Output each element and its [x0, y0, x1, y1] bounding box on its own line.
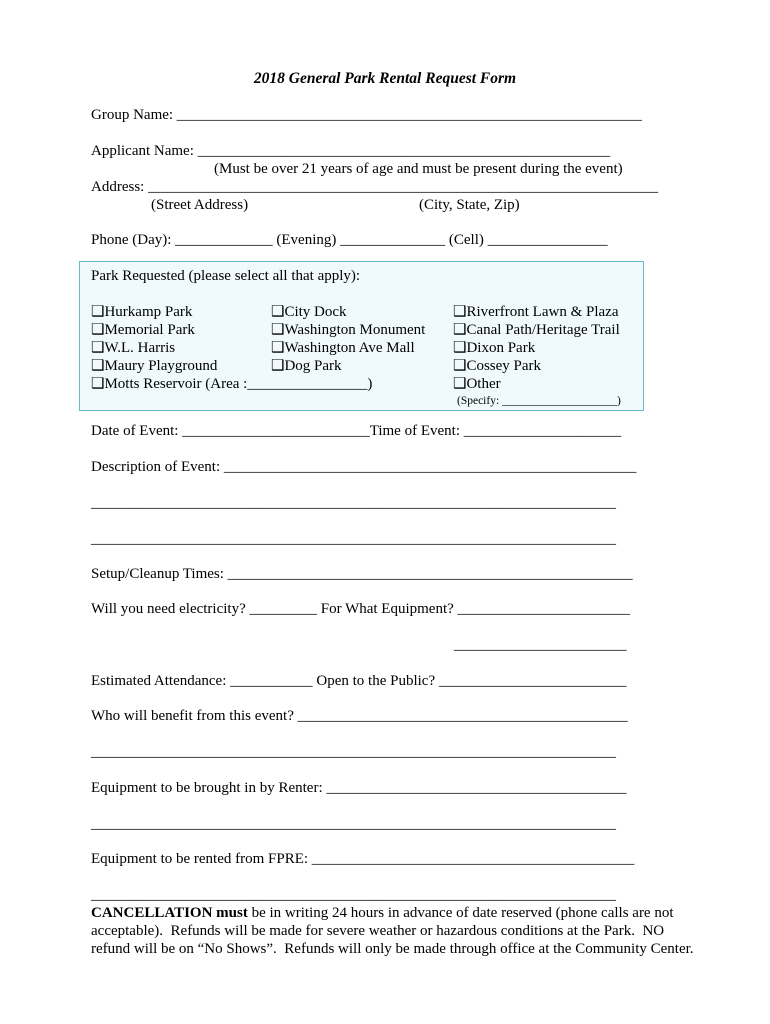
- attendance-field[interactable]: Estimated Attendance: ___________ Open to the Public? _________________________: [91, 673, 627, 689]
- cancellation-text-1: be in writing 24 hours in advance of date reserved (phone calls are not: [247, 905, 674, 921]
- checkbox-icon[interactable]: ❑: [453, 340, 467, 356]
- park-option-wl-harris[interactable]: [91, 339, 175, 357]
- park-option-riverfront[interactable]: [453, 303, 619, 321]
- park-option-other[interactable]: [453, 375, 501, 393]
- park-label: Washington Ave Mall: [284, 340, 415, 356]
- checkbox-icon[interactable]: ❑: [453, 376, 467, 392]
- benefit-line-2[interactable]: ______________________________________________________________________: [91, 744, 616, 760]
- park-label: Cossey Park: [466, 358, 542, 374]
- checkbox-icon[interactable]: ❑: [453, 304, 467, 320]
- fpre-equipment-line-2[interactable]: ______________________________________________________________________: [91, 887, 616, 903]
- electricity-field[interactable]: Will you need electricity? _________ For What Equipment? _______________________: [91, 601, 631, 617]
- checkbox-icon[interactable]: ❑: [271, 304, 285, 320]
- park-option-cossey[interactable]: [453, 357, 541, 375]
- checkbox-icon[interactable]: ❑: [91, 304, 105, 320]
- cancellation-heading: CANCELLATION must: [91, 905, 248, 921]
- phone-fields[interactable]: Phone (Day): _____________ (Evening) ______________ (Cell) ________________: [91, 232, 608, 248]
- park-option-memorial[interactable]: [91, 321, 195, 339]
- description-field[interactable]: Description of Event: _______________________________________________________: [91, 459, 637, 475]
- park-label: W.L. Harris: [104, 340, 176, 356]
- park-label: Canal Path/Heritage Trail: [466, 322, 620, 338]
- description-line-3[interactable]: ______________________________________________________________________: [91, 531, 616, 547]
- checkbox-icon[interactable]: ❑: [91, 340, 105, 356]
- park-label: Riverfront Lawn & Plaza: [466, 304, 619, 320]
- checkbox-icon[interactable]: ❑: [453, 322, 467, 338]
- checkbox-icon[interactable]: ❑: [91, 322, 105, 338]
- park-label: Dixon Park: [466, 340, 536, 356]
- equipment-line-2[interactable]: _______________________: [454, 637, 627, 653]
- date-time-fields[interactable]: Date of Event: _________________________Time of Event: _____________________: [91, 423, 622, 439]
- checkbox-icon[interactable]: ❑: [453, 358, 467, 374]
- park-label: Washington Monument: [284, 322, 426, 338]
- checkbox-icon[interactable]: ❑: [271, 322, 285, 338]
- group-name-field[interactable]: Group Name: ______________________________________________________________: [91, 107, 642, 123]
- benefit-field[interactable]: Who will benefit from this event? ____________________________________________: [91, 708, 628, 724]
- fpre-equipment-field[interactable]: Equipment to be rented from FPRE: ___________________________________________: [91, 851, 635, 867]
- park-label: Memorial Park: [104, 322, 195, 338]
- park-label: Motts Reservoir (Area :________________): [104, 376, 373, 392]
- park-option-motts[interactable]: [91, 375, 372, 393]
- checkbox-icon[interactable]: ❑: [271, 358, 285, 374]
- page-title: 2018 General Park Rental Request Form: [253, 70, 517, 87]
- park-option-maury[interactable]: [91, 357, 217, 375]
- park-requested-label: Park Requested (please select all that apply):: [91, 268, 361, 284]
- checkbox-icon[interactable]: ❑: [271, 340, 285, 356]
- park-label: Maury Playground: [104, 358, 218, 374]
- park-option-dog-park[interactable]: [271, 357, 342, 375]
- park-option-hurkamp[interactable]: [91, 303, 192, 321]
- description-line-2[interactable]: ______________________________________________________________________: [91, 495, 616, 511]
- park-option-city-dock[interactable]: [271, 303, 347, 321]
- park-option-washington-monument[interactable]: [271, 321, 425, 339]
- park-label: Hurkamp Park: [104, 304, 193, 320]
- checkbox-icon[interactable]: ❑: [91, 358, 105, 374]
- cancellation-text-3: refund will be on “No Shows”. Refunds will only be made through office at the Community Center.: [91, 941, 694, 957]
- park-label: City Dock: [284, 304, 347, 320]
- city-state-zip-label: (City, State, Zip): [419, 197, 520, 213]
- street-address-label: (Street Address): [151, 197, 249, 213]
- park-option-canal-path[interactable]: [453, 321, 620, 339]
- renter-equipment-field[interactable]: Equipment to be brought in by Renter: ________________________________________: [91, 780, 627, 796]
- park-label: Other: [466, 376, 501, 392]
- renter-equipment-line-2[interactable]: ______________________________________________________________________: [91, 816, 616, 832]
- park-option-washington-ave-mall[interactable]: [271, 339, 415, 357]
- age-note: (Must be over 21 years of age and must be present during the event): [214, 161, 623, 177]
- address-field[interactable]: Address: ____________________________________________________________________: [91, 179, 659, 195]
- cancellation-text-2: acceptable). Refunds will be made for severe weather or hazardous conditions at the Park. NO: [91, 923, 665, 939]
- park-label: Dog Park: [284, 358, 342, 374]
- applicant-name-field[interactable]: Applicant Name: _______________________________________________________: [91, 143, 611, 159]
- specify-other-field[interactable]: (Specify: ____________________): [457, 395, 621, 407]
- setup-cleanup-field[interactable]: Setup/Cleanup Times: ______________________________________________________: [91, 566, 633, 582]
- park-option-dixon[interactable]: [453, 339, 535, 357]
- checkbox-icon[interactable]: ❑: [91, 376, 105, 392]
